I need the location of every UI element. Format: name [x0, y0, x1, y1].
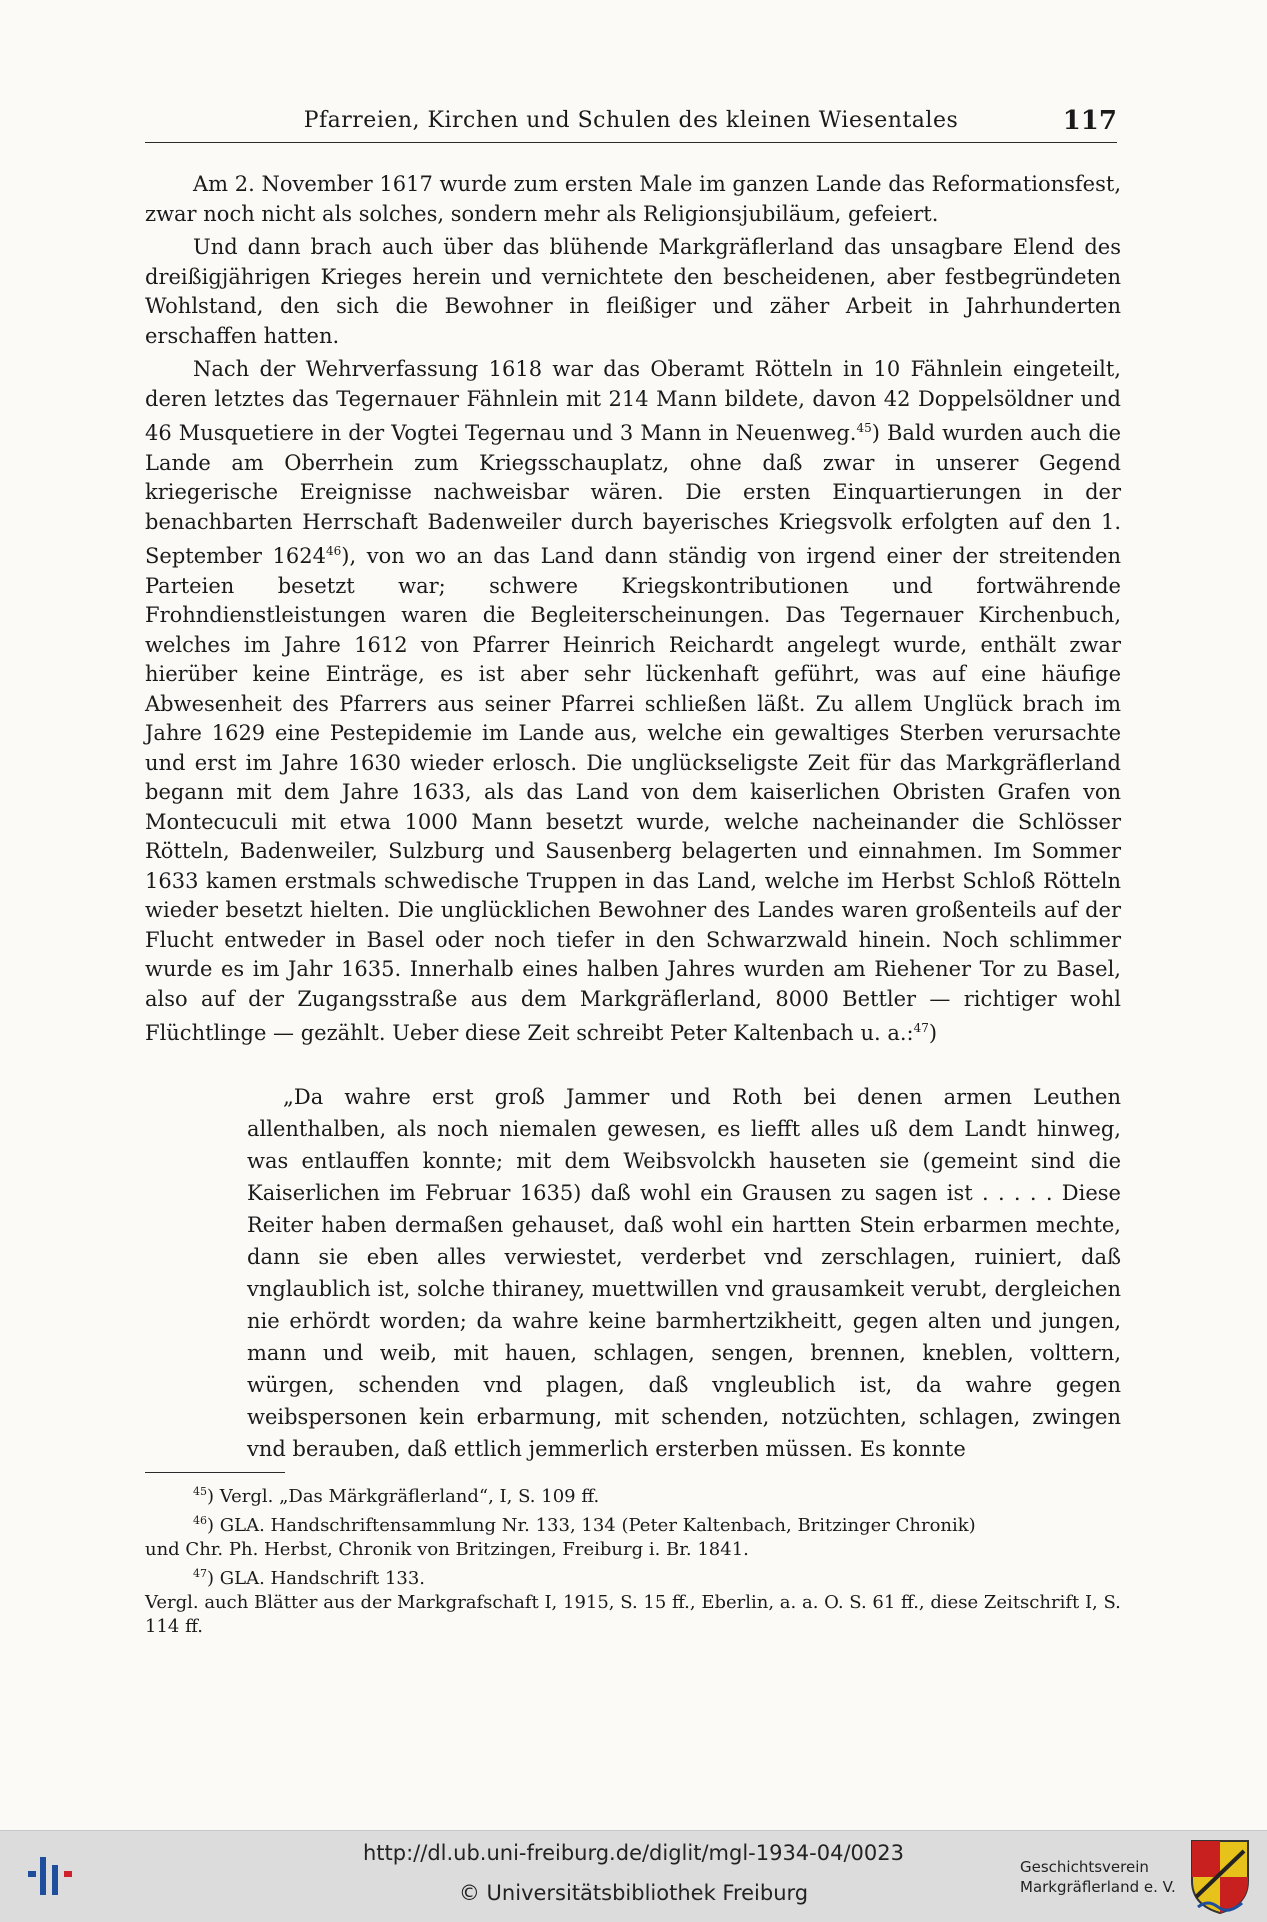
footnote-ref-45: 45: [856, 421, 872, 435]
paragraph-3: [145, 355, 1121, 1049]
footnote-47: [145, 1562, 1121, 1591]
paragraph-2: Und dann brach auch über das blühende Markgräflerland das unsagbare Elend des dreißigjährigen Krieges herein und vernichtete den bescheidenen, aber festbegründeten Wohlstand, den sich die Bewohner in fleißiger und zäher Arbeit in Jahrhunderten erschaffen hatten.: [145, 235, 1121, 348]
footnote-text: Vergl. auch Blätter aus der Markgrafschaft I, 1915, S. 15 ff., Eberlin, a. a. O. S. 61 ff., diese Zeitschrift I, S. 114 ff.: [145, 1592, 1121, 1637]
society-name: [1020, 1857, 1180, 1897]
block-quote: [247, 1081, 1121, 1465]
footnote-45: [145, 1480, 1121, 1509]
footnote-text: ) Vergl. „Das Märkgräflerland“, I, S. 109 ff.: [207, 1486, 600, 1507]
footnote-47-continued: [145, 1591, 1121, 1639]
body-text: [145, 170, 1121, 1053]
coat-of-arms-icon[interactable]: [1188, 1837, 1252, 1915]
society-line-2: Markgräflerland e. V.: [1020, 1878, 1176, 1896]
footnote-number: 45: [193, 1485, 207, 1498]
viewer-footer: [0, 1830, 1267, 1922]
footnote-text: und Chr. Ph. Herbst, Chronik von Britzingen, Freiburg i. Br. 1841.: [145, 1539, 749, 1560]
paragraph-3-part-3: ), von wo an das Land dann ständig von irgend einer der streitenden Parteien besetzt war; schwere Kriegskontributionen und fortwährende Frohndienstleistungen waren die Begleiterscheinungen. Das Tegernauer Kirchenbuch, welches im Jahre 1612 von Pfarrer Heinrich Reichardt angelegt wurde, enthält zwar hierüber keine Einträge, es ist aber sehr lückenhaft geführt, was auf eine häufige Abwesenheit des Pfarrers aus seiner Pfarrei schließen läßt. Zu allem Unglück brach im Jahre 1629 eine Pestepidemie im Lande aus, welche ein gewaltiges Sterben verursachte und erst im Jahre 1630 wieder erlosch. Die unglückseligste Zeit für das Markgräflerland begann mit dem Jahre 1633, als das Land von dem kaiserlichen Obristen Grafen von Montecuculi mit etwa 1000 Mann besetzt wurde, welche nacheinander die Schlösser Rötteln, Badenweiler, Sulzburg und Sausenberg belagerten und einnahmen. Im Sommer 1633 kamen erstmals schwedische Truppen in das Land, welche im Herbst Schloß Rötteln wieder besetzt hielten. Die unglücklichen Bewohner des Landes waren großenteils auf der Flucht entweder in Basel oder noch tiefer in den Schwarzwald hinein. Noch schlimmer wurde es im Jahr 1635. Innerhalb eines halben Jahres wurden am Riehener Tor zu Basel, also auf der Zugangsstraße aus dem Markgräflerland, 8000 Bettler — richtiger wohl Flüchtlinge — gezählt. Ueber diese Zeit schreibt Peter Kaltenbach u. a.:: [145, 544, 1121, 1045]
footnote-ref-47: 47: [913, 1021, 929, 1035]
running-header: [145, 106, 1117, 143]
footnote-text: ) GLA. Handschrift 133.: [207, 1568, 426, 1589]
permalink-url[interactable]: http://dl.ub.uni-freiburg.de/diglit/mgl-1934-04/0023: [362, 1841, 904, 1865]
paragraph-1: Am 2. November 1617 wurde zum ersten Male im ganzen Lande das Reformationsfest, zwar noch nicht als solches, sondern mehr als Religionsjubiläum, gefeiert.: [145, 172, 1121, 226]
society-line-1: Geschichtsverein: [1020, 1858, 1149, 1876]
footnote-46: [145, 1509, 1121, 1538]
paragraph-3-part-1: Nach der Wehrverfassung 1618 war das Oberamt Rötteln in 10 Fähnlein eingeteilt, deren letztes das Tegernauer Fähnlein mit 214 Mann bildete, davon 42 Doppelsöldner und 46 Musquetiere in der Vogtei Tegernau und 3 Mann in Neuenweg.: [145, 357, 1121, 445]
footnote-ref-46: 46: [326, 544, 342, 558]
footnote-number: 46: [193, 1514, 207, 1527]
copyright-notice: © Universitätsbibliothek Freiburg: [458, 1881, 809, 1905]
page-number: 117: [1062, 106, 1117, 136]
footnotes: [145, 1480, 1121, 1639]
footnote-text: ) GLA. Handschriftensammlung Nr. 133, 134 (Peter Kaltenbach, Britzinger Chronik): [207, 1515, 976, 1536]
running-title: Pfarreien, Kirchen und Schulen des kleinen Wiesentales: [303, 108, 959, 133]
paragraph-3-part-2: ) Bald wurden auch die Lande am Oberrhein zum Kriegsschauplatz, ohne daß zwar in unserer Gegend kriegerische Ereignisse nachweisbar wären. Die ersten Einquartierungen in der benachbarten Herrschaft Badenweiler durch bayerisches Kriegsvolk erfolgten auf den 1. September 1624: [145, 421, 1121, 568]
quote-text: „Da wahre erst groß Jammer und Roth bei denen armen Leuthen allenthalben, als noch niemalen gewesen, es liefft alles uß dem Landt hinweg, was entlauffen konnte; mit dem Weibsvolckh hauseten sie (gemeint sind die Kaiserlichen im Februar 1635) daß wohl ein Grausen zu sagen ist . . . . . Diese Reiter haben dermaßen gehauset, daß wohl ein hartten Stein erbarmen mechte, dann sie eben alles verwiestet, verderbet vnd zerschlagen, ruiniert, daß vnglaublich ist, solche thiraney, muettwillen vnd grausamkeit verubt, dergleichen nie erhördt worden; da wahre keine barmhertzikheitt, gegen alten und jungen, mann und weib, mit hauen, schlagen, sengen, brennen, kneblen, volttern, würgen, schenden vnd plagen, daß vngleublich ist, da wahre gegen weibspersonen kein erbarmung, mit schenden, notzüchten, schlagen, zwingen vnd berauben, daß ettlich jemmerlich ersterben müssen. Es konnte: [247, 1085, 1121, 1461]
footnote-number: 47: [193, 1567, 207, 1580]
paragraph-3-part-4: ): [928, 1021, 938, 1045]
footnote-divider: [145, 1472, 285, 1473]
footnote-46-continued: [145, 1538, 1121, 1562]
